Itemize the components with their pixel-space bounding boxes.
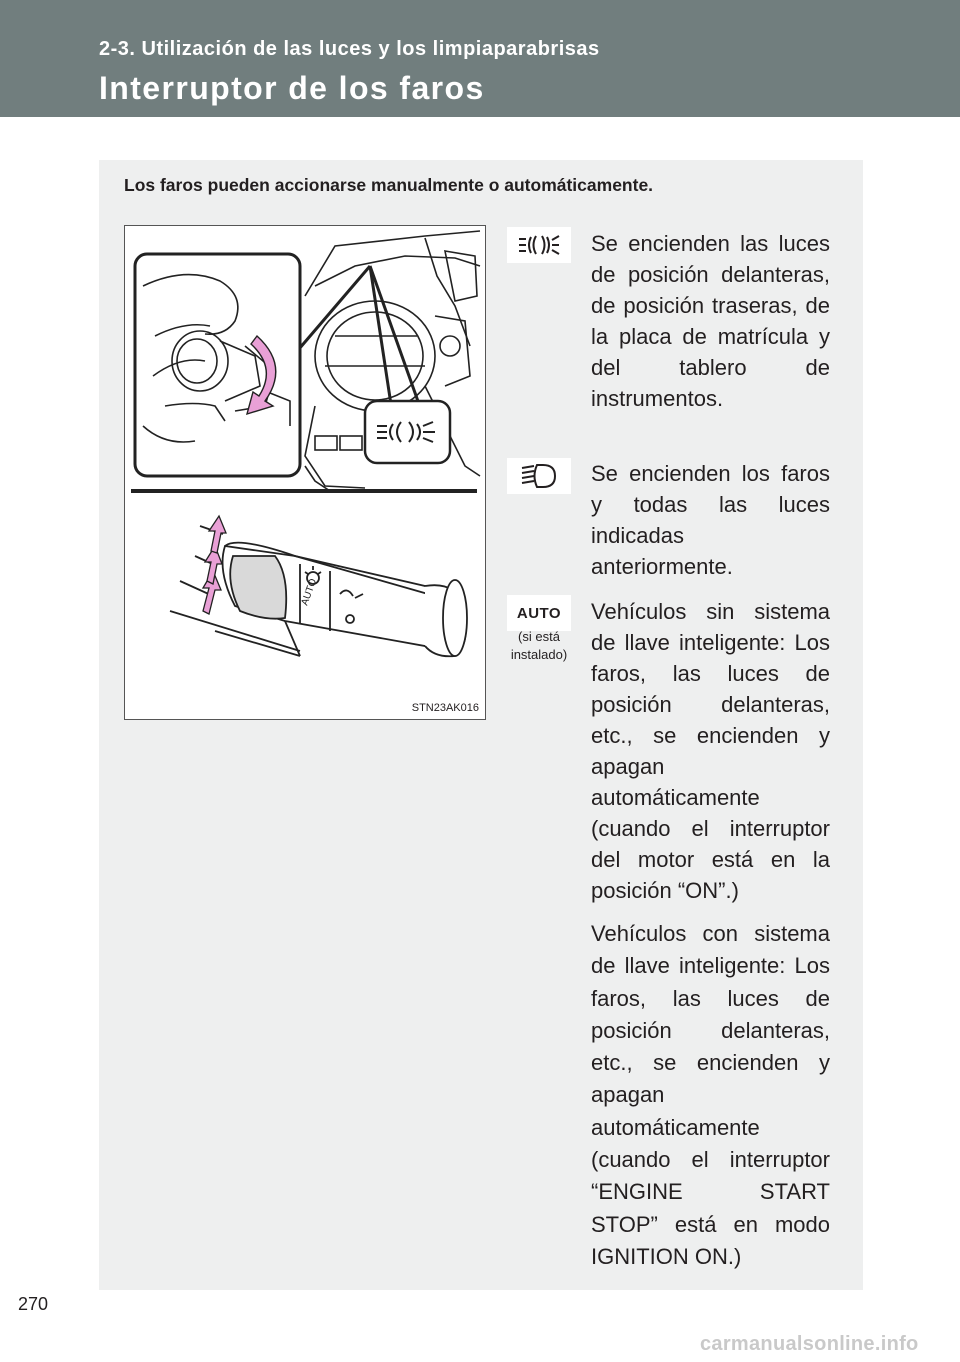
headlight-switch-illustration <box>125 226 485 719</box>
auto-description-no-smart-key: Vehículos sin sistema de llave inteligente: Los faros, las luces de posición delanteras, etc., se encienden y apagan automáticamente (cuando el interruptor del motor está en la posición “ON”.) <box>591 599 830 903</box>
installed-note: (si está instalado) <box>510 629 568 662</box>
svg-text:AUTO: AUTO <box>299 577 320 608</box>
auto-icon: AUTO <box>516 604 562 622</box>
headlights-description: Se encienden los faros y todas las luces indicadas anteriormente. <box>591 461 830 579</box>
page-header <box>0 0 960 117</box>
watermark: carmanualsonline.info <box>700 1333 919 1355</box>
headlights-icon-box <box>507 458 571 494</box>
parking-lights-description: Se encienden las luces de posición delanteras, de posición traseras, de la placa de matrícula y del tablero de instrumentos. <box>591 231 830 411</box>
auto-description-smart-key: Vehículos con sistema de llave inteligente: Los faros, las luces de posición delanteras, etc., se encienden y apagan automáticamente (cuando el interruptor “ENGINE START STOP” está en modo IGNITION ON.) <box>591 921 830 1269</box>
parking-lights-icon-box <box>507 227 571 263</box>
headlights-icon <box>519 462 559 490</box>
page-number: 270 <box>18 1294 49 1314</box>
parking-lights-icon <box>517 232 561 258</box>
figure-code: STN23AK016 <box>411 702 479 714</box>
section-title: 2-3. Utilización de las luces y los limpiaparabrisas <box>99 38 600 60</box>
intro-text: Los faros pueden accionarse manualmente o automáticamente. <box>124 175 654 195</box>
page-title: Interruptor de los faros <box>99 70 485 106</box>
auto-icon-box <box>507 595 571 631</box>
figure <box>124 225 486 720</box>
